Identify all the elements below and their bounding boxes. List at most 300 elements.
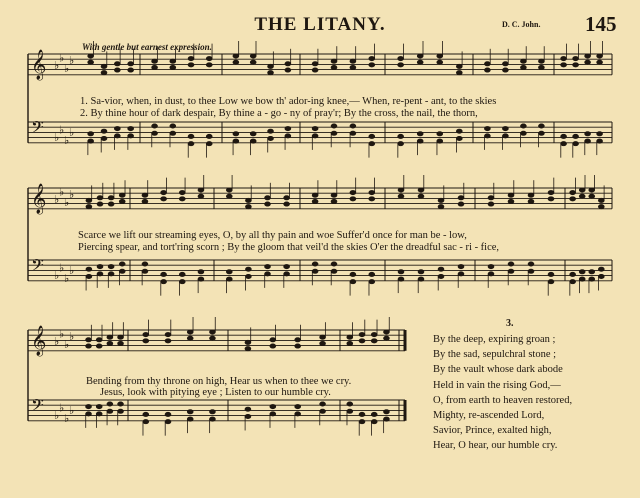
notehead <box>187 410 193 414</box>
notehead <box>114 134 120 138</box>
flat-sign: ♭ <box>64 271 70 285</box>
notehead <box>528 199 534 203</box>
flat-sign: ♭ <box>69 54 75 67</box>
notehead <box>88 60 94 64</box>
notehead <box>585 54 591 58</box>
notehead <box>371 412 377 416</box>
notehead <box>398 134 404 138</box>
notehead <box>188 63 194 67</box>
verse-line: By the vault whose dark abode <box>433 364 563 376</box>
notehead <box>143 412 149 416</box>
notehead <box>118 409 124 413</box>
notehead <box>165 339 171 343</box>
notehead <box>589 270 595 274</box>
notehead <box>101 64 107 68</box>
notehead <box>101 136 107 140</box>
verse-line: O, from earth to heaven restored, <box>433 394 573 406</box>
notehead <box>270 344 276 348</box>
notehead <box>508 193 514 197</box>
flat-sign: ♭ <box>54 269 60 283</box>
notehead <box>520 124 526 128</box>
flat-sign: ♭ <box>64 411 70 425</box>
notehead <box>97 202 103 206</box>
notehead <box>484 68 490 72</box>
notehead <box>265 272 271 276</box>
notehead <box>312 193 318 197</box>
notehead <box>573 134 579 138</box>
notehead <box>142 199 148 203</box>
notehead <box>548 279 554 283</box>
notehead <box>488 272 494 276</box>
notehead <box>484 62 490 66</box>
notehead <box>265 202 271 206</box>
notehead <box>119 193 125 197</box>
notehead <box>331 193 337 197</box>
flat-sign: ♭ <box>64 61 70 75</box>
notehead <box>284 202 290 206</box>
notehead <box>398 277 404 281</box>
verse-line: Savior, Prince, exalted high, <box>433 425 552 437</box>
notehead <box>579 188 585 192</box>
notehead <box>161 279 167 283</box>
notehead <box>369 56 375 60</box>
flat-sign: ♭ <box>59 401 65 415</box>
notehead <box>456 136 462 140</box>
notehead <box>143 339 149 343</box>
notehead <box>108 272 114 276</box>
notehead <box>350 190 356 194</box>
notehead <box>383 336 389 340</box>
notehead <box>265 196 271 200</box>
notehead <box>456 64 462 68</box>
bass-clef: 𝄢 <box>31 117 44 141</box>
system3-lyrics-verse2: Jesus, look with pitying eye ; Listen to our humble cry. <box>100 387 331 398</box>
notehead <box>597 60 603 64</box>
notehead <box>233 132 239 136</box>
notehead <box>488 202 494 206</box>
notehead <box>597 139 603 143</box>
notehead <box>350 124 356 128</box>
notehead <box>88 139 94 143</box>
flat-sign: ♭ <box>59 185 65 199</box>
notehead <box>538 59 544 63</box>
notehead <box>161 190 167 194</box>
notehead <box>188 134 194 138</box>
verse-line: Mighty, re-ascended Lord, <box>433 410 545 422</box>
notehead <box>165 332 171 336</box>
notehead <box>142 262 148 266</box>
notehead <box>548 272 554 276</box>
notehead <box>502 62 508 66</box>
notehead <box>573 56 579 60</box>
notehead <box>86 338 92 342</box>
notehead <box>350 65 356 69</box>
flat-sign: ♭ <box>54 193 60 207</box>
notehead <box>350 131 356 135</box>
notehead <box>347 341 353 345</box>
notehead <box>488 196 494 200</box>
notehead <box>458 264 464 268</box>
notehead <box>312 269 318 273</box>
notehead <box>579 270 585 274</box>
notehead <box>188 56 194 60</box>
notehead <box>96 412 102 416</box>
flat-sign: ♭ <box>59 51 65 65</box>
notehead <box>226 194 232 198</box>
notehead <box>538 65 544 69</box>
notehead <box>437 54 443 58</box>
notehead <box>369 197 375 201</box>
notehead <box>295 344 301 348</box>
notehead <box>398 194 404 198</box>
notehead <box>350 279 356 283</box>
flat-sign: ♭ <box>69 330 75 343</box>
notehead <box>331 262 337 266</box>
notehead <box>458 196 464 200</box>
notehead <box>226 277 232 281</box>
notehead <box>285 126 291 130</box>
notehead <box>438 274 444 278</box>
notehead <box>128 62 134 66</box>
notehead <box>198 194 204 198</box>
flat-sign: ♭ <box>54 335 60 349</box>
notehead <box>320 335 326 339</box>
notehead <box>284 264 290 268</box>
notehead <box>369 190 375 194</box>
flat-sign: ♭ <box>54 409 60 423</box>
notehead <box>250 132 256 136</box>
notehead <box>179 197 185 201</box>
notehead <box>538 131 544 135</box>
notehead <box>437 132 443 136</box>
notehead <box>579 194 585 198</box>
notehead <box>508 199 514 203</box>
notehead <box>585 60 591 64</box>
notehead <box>284 196 290 200</box>
notehead <box>86 274 92 278</box>
notehead <box>359 332 365 336</box>
notehead <box>86 412 92 416</box>
notehead <box>295 412 301 416</box>
notehead <box>573 63 579 67</box>
notehead <box>502 68 508 72</box>
notehead <box>520 59 526 63</box>
notehead <box>528 193 534 197</box>
notehead <box>359 339 365 343</box>
notehead <box>312 262 318 266</box>
notehead <box>320 402 326 406</box>
notehead <box>561 63 567 67</box>
flat-sign: ♭ <box>69 126 75 139</box>
notehead <box>142 269 148 273</box>
notehead <box>268 136 274 140</box>
notehead <box>86 198 92 202</box>
notehead <box>250 60 256 64</box>
notehead <box>270 404 276 408</box>
page-number: 145 <box>585 12 617 36</box>
notehead <box>245 407 251 411</box>
notehead <box>270 338 276 342</box>
notehead <box>347 402 353 406</box>
notehead <box>350 197 356 201</box>
notehead <box>438 267 444 271</box>
treble-clef: 𝄞 <box>31 184 47 214</box>
notehead <box>265 264 271 268</box>
notehead <box>114 62 120 66</box>
notehead <box>209 336 215 340</box>
notehead <box>438 198 444 202</box>
notehead <box>128 68 134 72</box>
notehead <box>245 340 251 344</box>
notehead <box>369 279 375 283</box>
notehead <box>589 194 595 198</box>
notehead <box>331 269 337 273</box>
notehead <box>585 139 591 143</box>
notehead <box>161 272 167 276</box>
notehead <box>369 134 375 138</box>
flat-sign: ♭ <box>64 337 70 351</box>
bass-clef: 𝄢 <box>31 395 44 419</box>
notehead <box>285 134 291 138</box>
notehead <box>233 60 239 64</box>
expression-marking: With gentle but earnest expression. <box>82 42 212 52</box>
notehead <box>245 346 251 350</box>
notehead <box>198 277 204 281</box>
notehead <box>383 330 389 334</box>
notehead <box>245 204 251 208</box>
notehead <box>371 332 377 336</box>
notehead <box>143 419 149 423</box>
notehead <box>107 409 113 413</box>
notehead <box>295 338 301 342</box>
notehead <box>97 196 103 200</box>
verse-line: By the deep, expiring groan ; <box>433 334 556 345</box>
notehead <box>96 344 102 348</box>
notehead <box>350 59 356 63</box>
composer-credit: D. C. John. <box>502 20 541 29</box>
notehead <box>331 59 337 63</box>
system2-lyrics-verse1: Scarce we lift our streaming eyes, O, by all thy pain and woe Suffer'd once for man be - low, <box>78 230 467 241</box>
notehead <box>320 341 326 345</box>
notehead <box>187 336 193 340</box>
notehead <box>548 197 554 201</box>
verse-line: Held in vain the rising God,— <box>433 379 561 391</box>
notehead <box>350 272 356 276</box>
verse-line: By the sad, sepulchral stone ; <box>433 349 557 361</box>
notehead <box>209 330 215 334</box>
treble-clef: 𝄞 <box>31 326 47 356</box>
notehead <box>268 64 274 68</box>
notehead <box>398 188 404 192</box>
notehead <box>520 65 526 69</box>
notehead <box>484 134 490 138</box>
hymn-title: THE LITANY. <box>254 14 386 35</box>
notehead <box>528 269 534 273</box>
notehead <box>152 124 158 128</box>
notehead <box>520 131 526 135</box>
notehead <box>245 414 251 418</box>
notehead <box>108 202 114 206</box>
flat-sign: ♭ <box>69 188 75 201</box>
notehead <box>119 262 125 266</box>
notehead <box>398 56 404 60</box>
notehead <box>347 409 353 413</box>
treble-clef: 𝄞 <box>31 50 47 80</box>
notehead <box>142 193 148 197</box>
notehead <box>585 132 591 136</box>
notehead <box>161 197 167 201</box>
flat-sign: ♭ <box>69 264 75 277</box>
notehead <box>369 141 375 145</box>
notehead <box>418 277 424 281</box>
notehead <box>598 274 604 278</box>
notehead <box>312 62 318 66</box>
verse-line: Hear, O hear, our humble cry. <box>433 440 558 452</box>
notehead <box>119 269 125 273</box>
notehead <box>598 204 604 208</box>
notehead <box>508 269 514 273</box>
notehead <box>285 62 291 66</box>
flat-sign: ♭ <box>69 404 75 417</box>
notehead <box>579 277 585 281</box>
notehead <box>86 267 92 271</box>
notehead <box>570 272 576 276</box>
notehead <box>128 126 134 130</box>
notehead <box>597 132 603 136</box>
notehead <box>484 126 490 130</box>
notehead <box>187 330 193 334</box>
notehead <box>598 198 604 202</box>
notehead <box>198 188 204 192</box>
notehead <box>143 332 149 336</box>
notehead <box>114 68 120 72</box>
notehead <box>209 417 215 421</box>
notehead <box>179 272 185 276</box>
flat-sign: ♭ <box>54 131 60 145</box>
notehead <box>570 190 576 194</box>
notehead <box>206 134 212 138</box>
notehead <box>437 60 443 64</box>
notehead <box>398 270 404 274</box>
notehead <box>118 341 124 345</box>
notehead <box>398 141 404 145</box>
notehead <box>508 262 514 266</box>
notehead <box>198 270 204 274</box>
notehead <box>119 199 125 203</box>
notehead <box>369 63 375 67</box>
notehead <box>570 197 576 201</box>
notehead <box>107 341 113 345</box>
notehead <box>312 68 318 72</box>
notehead <box>438 204 444 208</box>
notehead <box>96 338 102 342</box>
notehead <box>170 59 176 63</box>
flat-sign: ♭ <box>64 133 70 147</box>
system2-lyrics-verse2: Piercing spear, and tort'ring scorn ; By the gloom that veil'd the skies O'er the dreadful sac - ri - fice, <box>78 242 500 253</box>
notehead <box>417 132 423 136</box>
notehead <box>561 141 567 145</box>
notehead <box>383 417 389 421</box>
notehead <box>88 54 94 58</box>
notehead <box>101 129 107 133</box>
notehead <box>312 126 318 130</box>
notehead <box>245 267 251 271</box>
notehead <box>437 139 443 143</box>
notehead <box>187 417 193 421</box>
notehead <box>502 126 508 130</box>
system3-lyrics-verse1: Bending from thy throne on high, Hear us when to thee we cry. <box>86 376 352 387</box>
notehead <box>245 274 251 278</box>
notehead <box>359 412 365 416</box>
notehead <box>331 65 337 69</box>
notehead <box>312 134 318 138</box>
notehead <box>118 335 124 339</box>
notehead <box>86 404 92 408</box>
notehead <box>417 60 423 64</box>
notehead <box>418 194 424 198</box>
notehead <box>589 188 595 192</box>
notehead <box>369 272 375 276</box>
flat-sign: ♭ <box>59 261 65 275</box>
notehead <box>86 344 92 348</box>
notehead <box>170 124 176 128</box>
system1-lyrics-verse1: 1. Sa-vior, when, in dust, to thee Low we bow th' ador-ing knee,— When, re-pent - ant, to the skies <box>80 96 497 107</box>
notehead <box>96 404 102 408</box>
notehead <box>114 126 120 130</box>
flat-sign: ♭ <box>54 59 60 73</box>
system1-lyrics-verse2: 2. By thine hour of dark despair, By thine a - go - ny of pray'r; By the cross, the nail, the thorn, <box>80 108 478 119</box>
notehead <box>245 198 251 202</box>
notehead <box>331 124 337 128</box>
notehead <box>320 409 326 413</box>
notehead <box>233 139 239 143</box>
notehead <box>165 412 171 416</box>
flat-sign: ♭ <box>64 195 70 209</box>
notehead <box>108 264 114 268</box>
notehead <box>206 56 212 60</box>
notehead <box>488 264 494 268</box>
notehead <box>458 202 464 206</box>
notehead <box>295 404 301 408</box>
notehead <box>456 70 462 74</box>
notehead <box>107 402 113 406</box>
notehead <box>101 70 107 74</box>
notehead <box>538 124 544 128</box>
notehead <box>418 270 424 274</box>
notehead <box>108 196 114 200</box>
notehead <box>250 139 256 143</box>
notehead <box>206 63 212 67</box>
notehead <box>188 141 194 145</box>
notehead <box>458 272 464 276</box>
notehead <box>284 272 290 276</box>
verse-number: 3. <box>506 318 514 329</box>
notehead <box>371 339 377 343</box>
notehead <box>312 199 318 203</box>
notehead <box>179 279 185 283</box>
notehead <box>268 70 274 74</box>
notehead <box>502 134 508 138</box>
flat-sign: ♭ <box>59 123 65 137</box>
notehead <box>331 131 337 135</box>
notehead <box>226 188 232 192</box>
notehead <box>285 68 291 72</box>
notehead <box>359 419 365 423</box>
notehead <box>597 54 603 58</box>
notehead <box>226 270 232 274</box>
notehead <box>179 190 185 194</box>
notehead <box>573 141 579 145</box>
